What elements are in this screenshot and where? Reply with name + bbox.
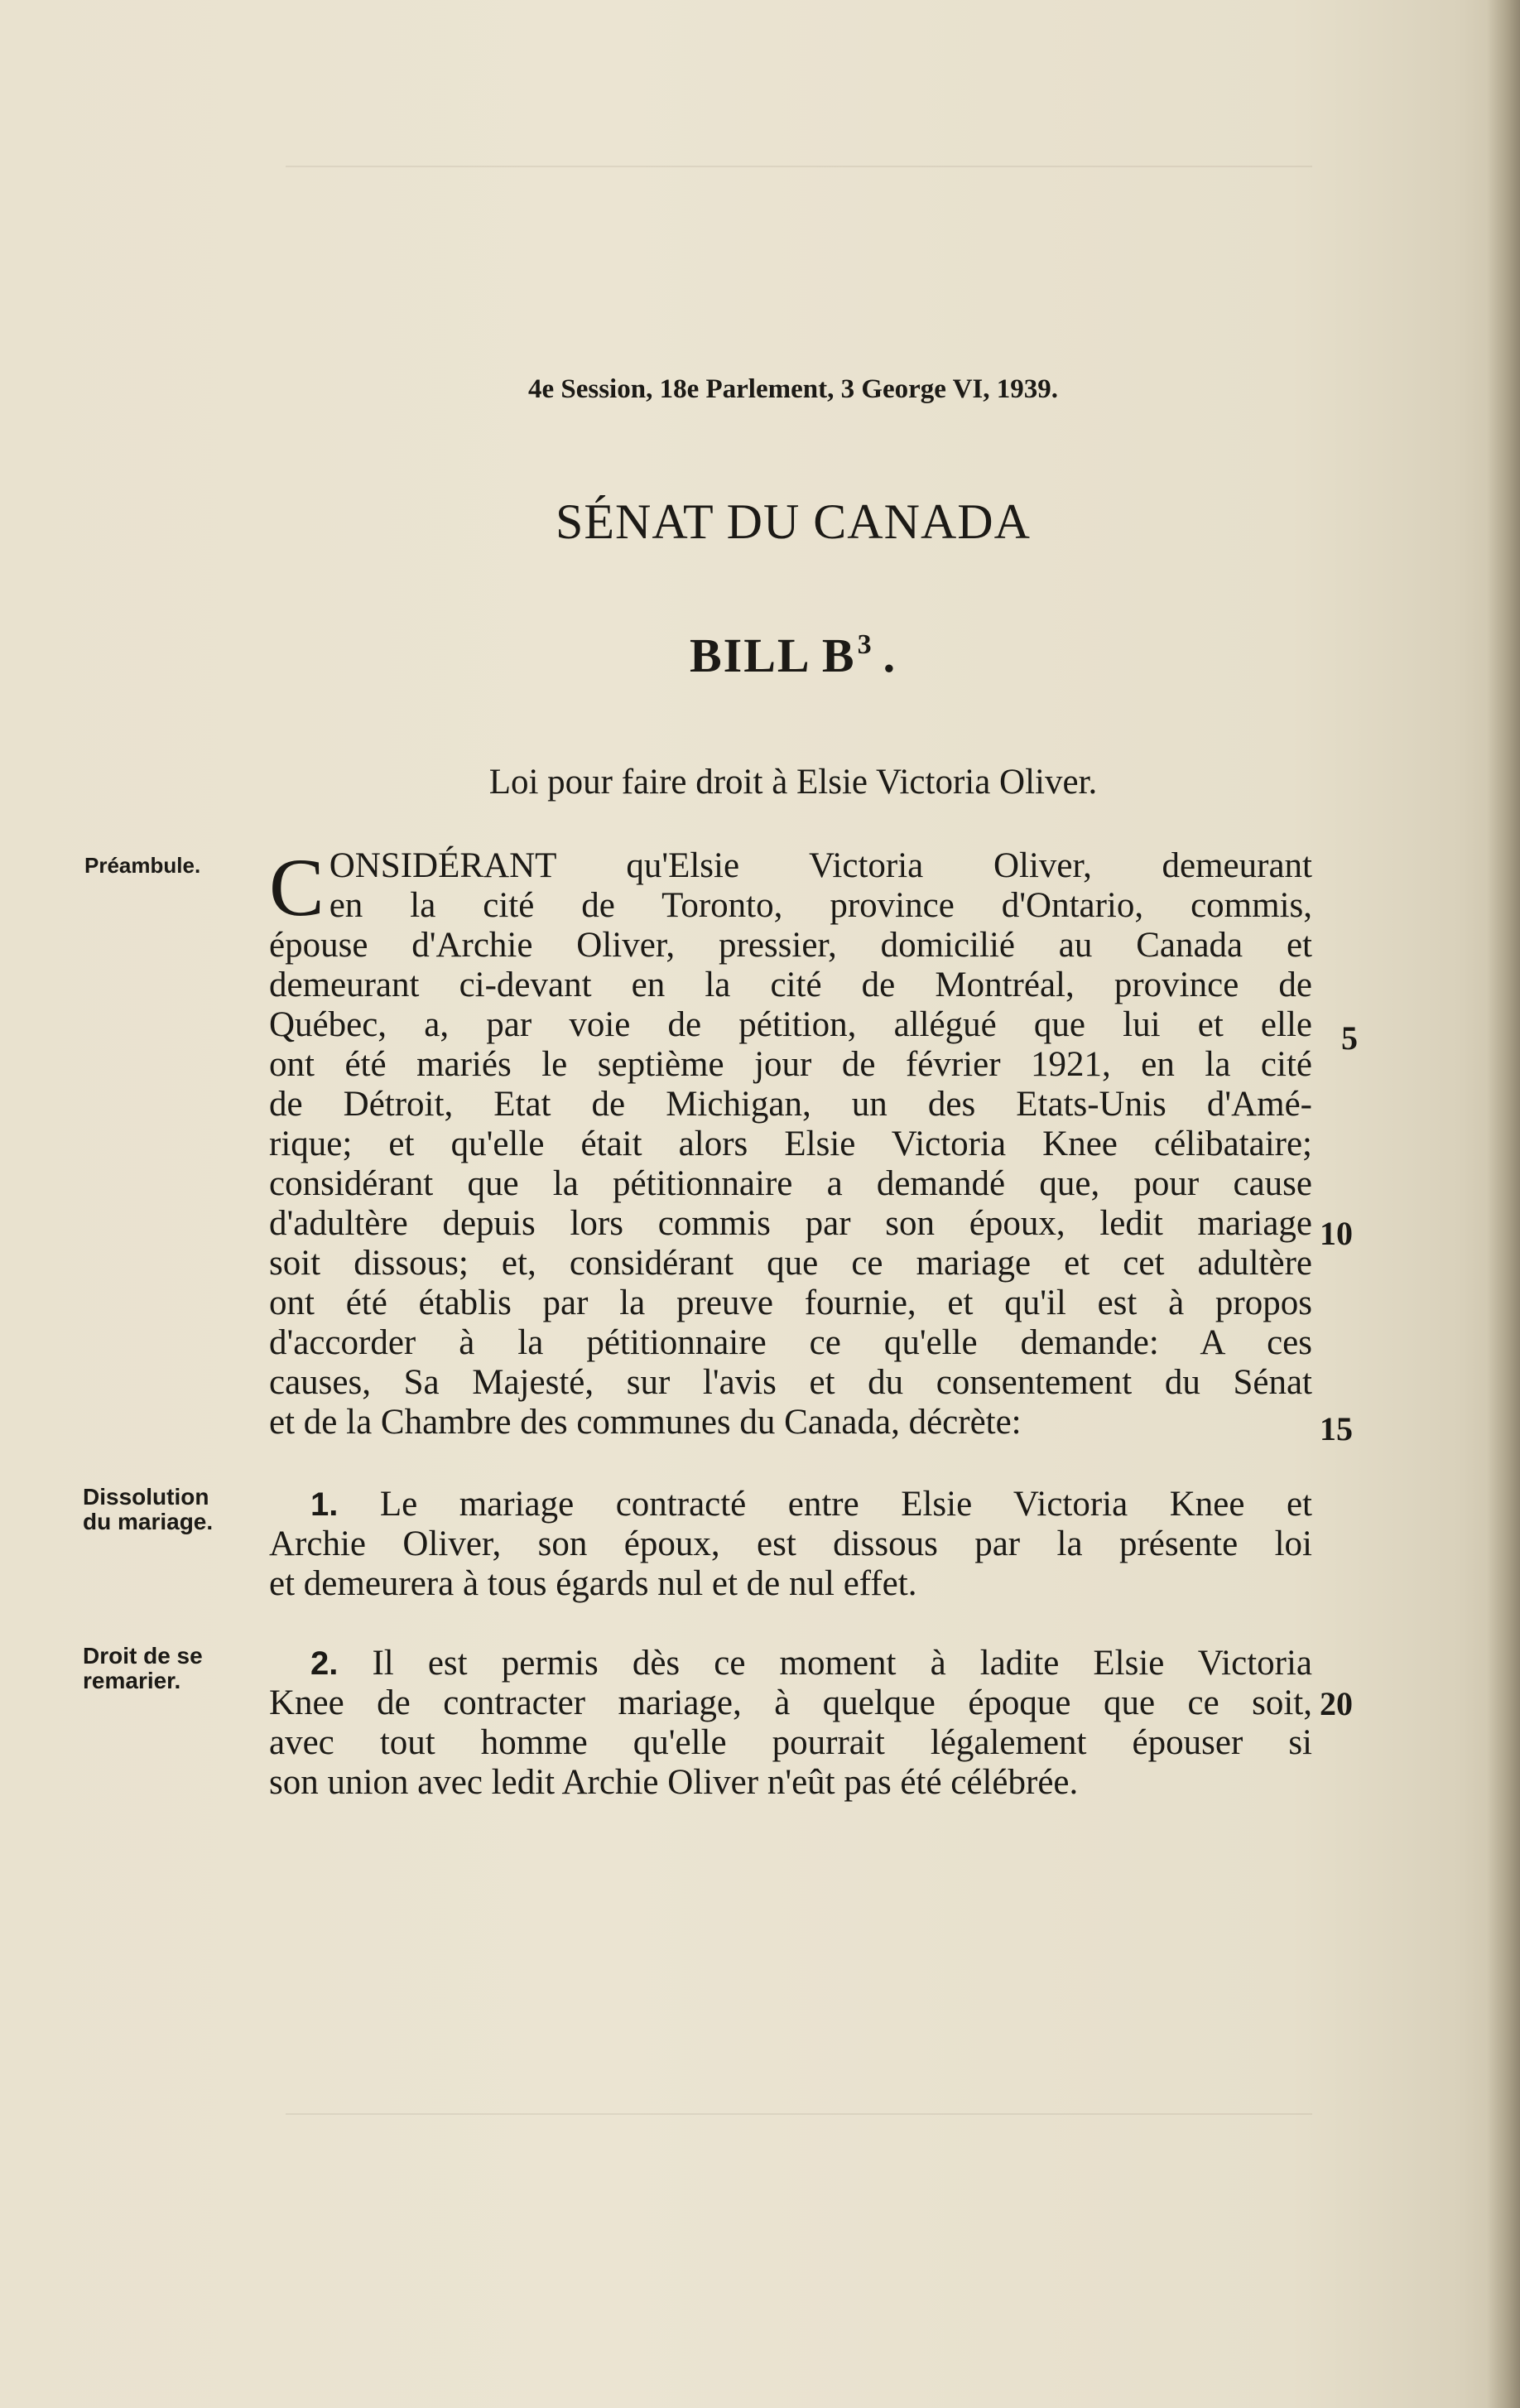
section-1-line: Archie Oliver, son époux, est dissous par la présente loi <box>269 1524 1312 1563</box>
margin-note-remarry-line1: Droit de se <box>83 1643 203 1669</box>
margin-note-preamble-text: Préambule. <box>84 853 201 878</box>
section-2-line <box>269 1644 1312 1683</box>
line-number-10: 10 <box>1320 1215 1353 1252</box>
preamble-line: épouse d'Archie Oliver, pressier, domicilié au Canada et <box>269 926 1312 965</box>
section-2-number: 2. <box>310 1645 339 1682</box>
preamble-line: de Détroit, Etat de Michigan, un des Etats-Unis d'Amé- <box>269 1085 1312 1124</box>
bill-title-end: . <box>883 628 897 682</box>
bill-title-superscript: 3 <box>857 629 873 660</box>
section-2-line-text: Il est permis dès ce moment à ladite Elsie Victoria <box>372 1644 1312 1683</box>
preamble-line: causes, Sa Majesté, sur l'avis et du consentement du Sénat <box>269 1363 1312 1402</box>
preamble-paragraph <box>269 841 1312 1442</box>
preamble-line: en la cité de Toronto, province d'Ontario, commis, <box>329 886 1312 925</box>
bill-title-main: BILL B <box>689 628 856 682</box>
preamble-line: considérant que la pétitionnaire a demandé que, pour cause <box>269 1164 1312 1203</box>
margin-note-dissolution-line1: Dissolution <box>83 1484 209 1510</box>
preamble-line: soit dissous; et, considérant que ce mariage et cet adultère <box>269 1244 1312 1283</box>
ghost-rule-top <box>286 166 1312 167</box>
line-number-5: 5 <box>1341 1019 1358 1057</box>
preamble-dropcap: C <box>269 841 325 933</box>
page-spine-shadow <box>1487 0 1520 2408</box>
section-2-line: avec tout homme qu'elle pourrait légalement épouser si <box>269 1723 1312 1762</box>
bill-title <box>33 628 1520 683</box>
section-2-line: son union avec ledit Archie Oliver n'eût pas été célébrée. <box>269 1763 1079 1802</box>
section-1-number: 1. <box>310 1486 339 1523</box>
preamble-line: ont été établis par la preuve fournie, et qu'il est à propos <box>269 1283 1312 1322</box>
preamble-line: demeurant ci-devant en la cité de Montréal, province de <box>269 966 1312 1004</box>
line-number-20: 20 <box>1320 1685 1353 1722</box>
preamble-line: Québec, a, par voie de pétition, allégué que lui et elle <box>269 1005 1312 1044</box>
section-2-line: Knee de contracter mariage, à quelque époque que ce soit, <box>269 1683 1312 1722</box>
margin-note-preamble <box>84 853 250 878</box>
bill-subtitle: Loi pour faire droit à Elsie Victoria Oliver. <box>488 763 1098 802</box>
margin-note-dissolution <box>83 1485 248 1534</box>
preamble-line: ont été mariés le septième jour de février 1921, en la cité <box>269 1045 1312 1084</box>
ghost-rule-bottom <box>286 2113 1312 2115</box>
section-1-paragraph <box>269 1485 1312 1604</box>
section-2-paragraph <box>269 1644 1312 1803</box>
preamble-line: ONSIDÉRANT qu'Elsie Victoria Oliver, demeurant <box>329 846 1312 885</box>
session-line: 4e Session, 18e Parlement, 3 George VI, 1939. <box>527 374 1059 404</box>
margin-note-dissolution-line2: du mariage. <box>83 1509 214 1534</box>
section-1-line-text: Le mariage contracté entre Elsie Victoria Knee et <box>379 1485 1313 1524</box>
section-1-line <box>269 1485 1312 1524</box>
line-number-15: 15 <box>1320 1410 1353 1447</box>
senate-title: SÉNAT DU CANADA <box>556 494 1031 549</box>
preamble-line: et de la Chambre des communes du Canada, décrète: <box>269 1403 1022 1442</box>
preamble-line: rique; et qu'elle était alors Elsie Victoria Knee célibataire; <box>269 1125 1312 1163</box>
margin-note-remarry <box>83 1644 248 1693</box>
preamble-line: d'accorder à la pétitionnaire ce qu'elle demande: A ces <box>269 1323 1312 1362</box>
preamble-line: d'adultère depuis lors commis par son époux, ledit mariage <box>269 1204 1312 1243</box>
margin-note-remarry-line2: remarier. <box>83 1668 181 1693</box>
section-1-line: et demeurera à tous égards nul et de nul effet. <box>269 1564 917 1603</box>
